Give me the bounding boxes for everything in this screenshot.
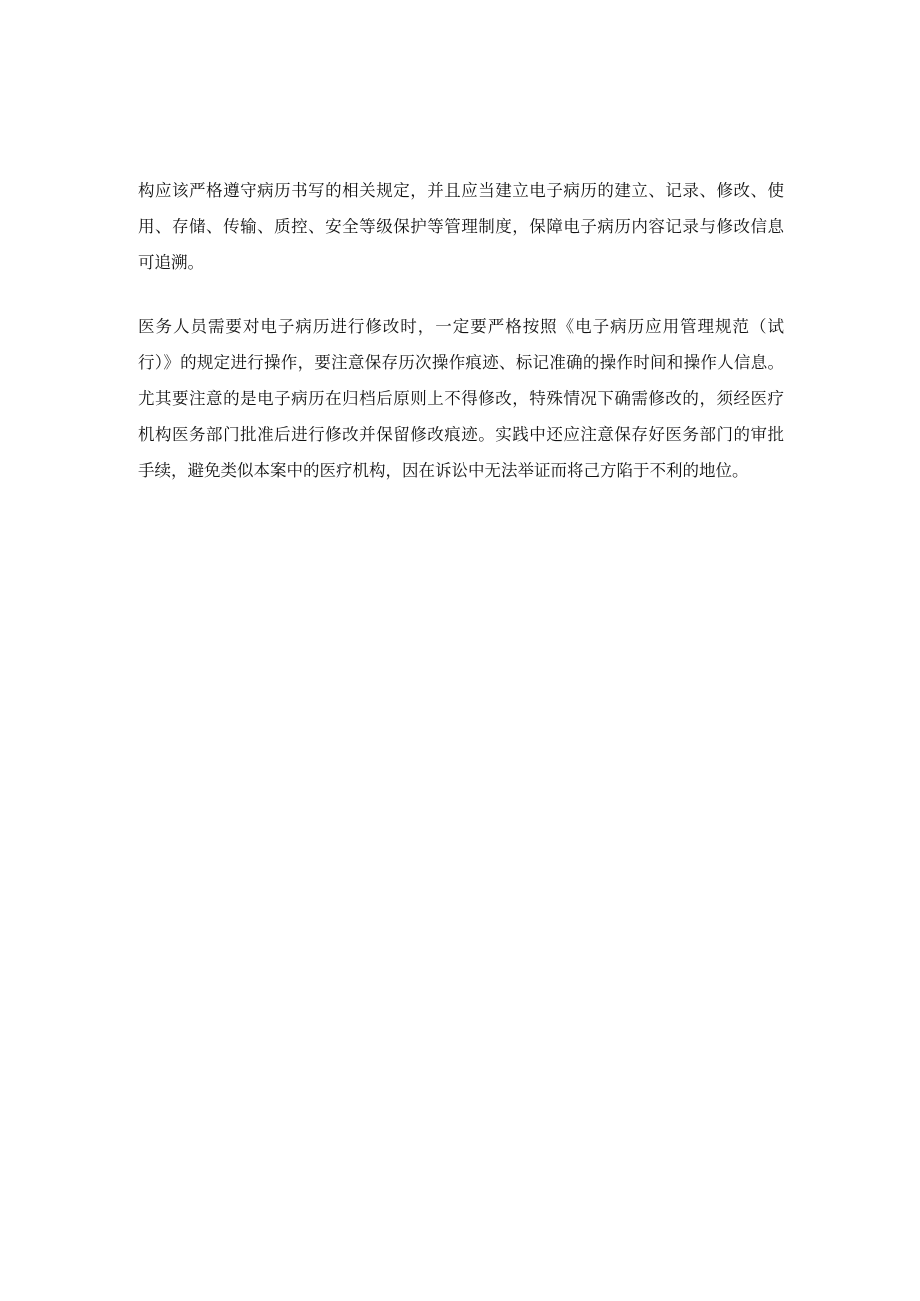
paragraph-1-line: 可追溯。 (138, 253, 204, 272)
paragraph-2-line: 手续，避免类似本案中的医疗机构，因在诉讼中无法举证而将己方陷于不利的地位。 (138, 461, 749, 480)
paragraph-1-line: 构应该严格遵守病历书写的相关规定，并且应当建立电子病历的建立、记录、修改、使 (138, 181, 784, 200)
paragraph-2-line: 尤其要注意的是电子病历在归档后原则上不得修改，特殊情况下确需修改的，须经医疗 (138, 389, 784, 408)
paragraph-1-line: 用、存储、传输、质控、安全等级保护等管理制度，保障电子病历内容记录与修改信息 (138, 217, 784, 236)
paragraph-2-line: 行）》的规定进行操作，要注意保存历次操作痕迹、标记准确的操作时间和操作人信息。 (138, 353, 784, 372)
paragraph-2-line: 医务人员需要对电子病历进行修改时，一定要严格按照《电子病历应用管理规范（试 (138, 317, 784, 336)
paragraph-1 (138, 173, 784, 281)
paragraph-2 (138, 309, 784, 489)
paragraph-2-line: 机构医务部门批准后进行修改并保留修改痕迹。实践中还应注意保存好医务部门的审批 (138, 425, 784, 444)
